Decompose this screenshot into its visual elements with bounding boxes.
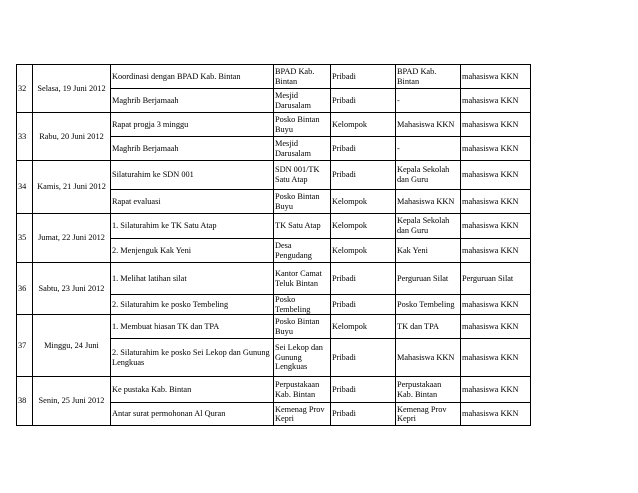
row-number-cell: 34	[17, 161, 33, 214]
day-date-cell: Sabtu, 23 Juni 2012	[33, 263, 111, 315]
target-cell: Kepala Sekolah dan Guru	[396, 214, 461, 239]
type-cell: Pribadi	[331, 263, 396, 295]
target-cell: BPAD Kab. Bintan	[396, 65, 461, 89]
activity-cell: Silaturahim ke SDN 001	[111, 161, 274, 190]
activity-cell: Koordinasi dengan BPAD Kab. Bintan	[111, 65, 274, 89]
row-number-cell: 38	[17, 377, 33, 426]
executor-cell: mahasiswa KKN	[461, 137, 531, 161]
place-cell: SDN 001/TK Satu Atap	[274, 161, 331, 190]
row-number-cell: 32	[17, 65, 33, 113]
row-number-cell: 36	[17, 263, 33, 315]
executor-cell: mahasiswa KKN	[461, 239, 531, 263]
table-row	[17, 113, 531, 137]
place-cell: Posko Bintan Buyu	[274, 113, 331, 137]
table-row	[17, 65, 531, 89]
target-cell: Perguruan Silat	[396, 263, 461, 295]
day-date-cell: Jumat, 22 Juni 2012	[33, 214, 111, 263]
place-cell: Mesjid Darusalam	[274, 89, 331, 113]
type-cell: Pribadi	[331, 89, 396, 113]
row-number-cell: 35	[17, 214, 33, 263]
place-cell: Posko Bintan Buyu	[274, 315, 331, 339]
place-cell: Kemenag Prov Kepri	[274, 403, 331, 426]
target-cell: TK dan TPA	[396, 315, 461, 339]
type-cell: Pribadi	[331, 377, 396, 403]
activity-cell: Rapat evaluasi	[111, 190, 274, 214]
executor-cell: mahasiswa KKN	[461, 161, 531, 190]
activity-cell: 2. Menjenguk Kak Yeni	[111, 239, 274, 263]
table-row	[17, 214, 531, 239]
executor-cell: mahasiswa KKN	[461, 315, 531, 339]
type-cell: Pribadi	[331, 295, 396, 315]
type-cell: Kelompok	[331, 315, 396, 339]
table-row	[17, 315, 531, 339]
place-cell: Kantor Camat Teluk Bintan	[274, 263, 331, 295]
row-number-cell: 33	[17, 113, 33, 161]
activity-cell: 1. Silaturahim ke TK Satu Atap	[111, 214, 274, 239]
table-row	[17, 161, 531, 190]
target-cell: Posko Tembeling	[396, 295, 461, 315]
executor-cell: mahasiswa KKN	[461, 339, 531, 377]
activity-cell: Maghrib Berjamaah	[111, 137, 274, 161]
executor-cell: mahasiswa KKN	[461, 113, 531, 137]
row-number-cell: 37	[17, 315, 33, 377]
place-cell: Desa Pengudang	[274, 239, 331, 263]
executor-cell: mahasiswa KKN	[461, 89, 531, 113]
day-date-cell: Selasa, 19 Juni 2012	[33, 65, 111, 113]
type-cell: Pribadi	[331, 65, 396, 89]
activity-cell: Maghrib Berjamaah	[111, 89, 274, 113]
target-cell: Mahasiswa KKN	[396, 190, 461, 214]
place-cell: TK Satu Atap	[274, 214, 331, 239]
executor-cell: mahasiswa KKN	[461, 377, 531, 403]
target-cell: -	[396, 89, 461, 113]
type-cell: Pribadi	[331, 403, 396, 426]
place-cell: Mesjid Darusalam	[274, 137, 331, 161]
target-cell: Mahasiswa KKN	[396, 339, 461, 377]
executor-cell: mahasiswa KKN	[461, 214, 531, 239]
day-date-cell: Rabu, 20 Juni 2012	[33, 113, 111, 161]
place-cell: Posko Tembeling	[274, 295, 331, 315]
executor-cell: mahasiswa KKN	[461, 295, 531, 315]
activity-log-table	[16, 64, 531, 426]
activity-cell: 2. Silaturahim ke posko Tembeling	[111, 295, 274, 315]
type-cell: Kelompok	[331, 190, 396, 214]
type-cell: Kelompok	[331, 214, 396, 239]
executor-cell: mahasiswa KKN	[461, 403, 531, 426]
executor-cell: mahasiswa KKN	[461, 190, 531, 214]
type-cell: Kelompok	[331, 239, 396, 263]
target-cell: Perpustakaan Kab. Bintan	[396, 377, 461, 403]
type-cell: Pribadi	[331, 339, 396, 377]
activity-cell: 1. Melihat latihan silat	[111, 263, 274, 295]
executor-cell: mahasiswa KKN	[461, 65, 531, 89]
activity-cell: Rapat progja 3 minggu	[111, 113, 274, 137]
target-cell: Kemenag Prov Kepri	[396, 403, 461, 426]
type-cell: Pribadi	[331, 137, 396, 161]
activity-cell: 2. Silaturahim ke posko Sei Lekop dan Gunung Lengkuas	[111, 339, 274, 377]
activity-cell: Ke pustaka Kab. Bintan	[111, 377, 274, 403]
place-cell: BPAD Kab. Bintan	[274, 65, 331, 89]
table-row	[17, 263, 531, 295]
type-cell: Kelompok	[331, 113, 396, 137]
target-cell: Mahasiswa KKN	[396, 113, 461, 137]
day-date-cell: Kamis, 21 Juni 2012	[33, 161, 111, 214]
day-date-cell: Senin, 25 Juni 2012	[33, 377, 111, 426]
place-cell: Posko Bintan Buyu	[274, 190, 331, 214]
table-row	[17, 377, 531, 403]
place-cell: Perpustakaan Kab. Bintan	[274, 377, 331, 403]
target-cell: Kak Yeni	[396, 239, 461, 263]
type-cell: Pribadi	[331, 161, 396, 190]
activity-cell: 1. Membuat hiasan TK dan TPA	[111, 315, 274, 339]
executor-cell: Perguruan Silat	[461, 263, 531, 295]
target-cell: -	[396, 137, 461, 161]
target-cell: Kepala Sekolah dan Guru	[396, 161, 461, 190]
day-date-cell: Minggu, 24 Juni	[33, 315, 111, 377]
place-cell: Sei Lekop dan Gunung Lengkuas	[274, 339, 331, 377]
activity-cell: Antar surat permohonan Al Quran	[111, 403, 274, 426]
